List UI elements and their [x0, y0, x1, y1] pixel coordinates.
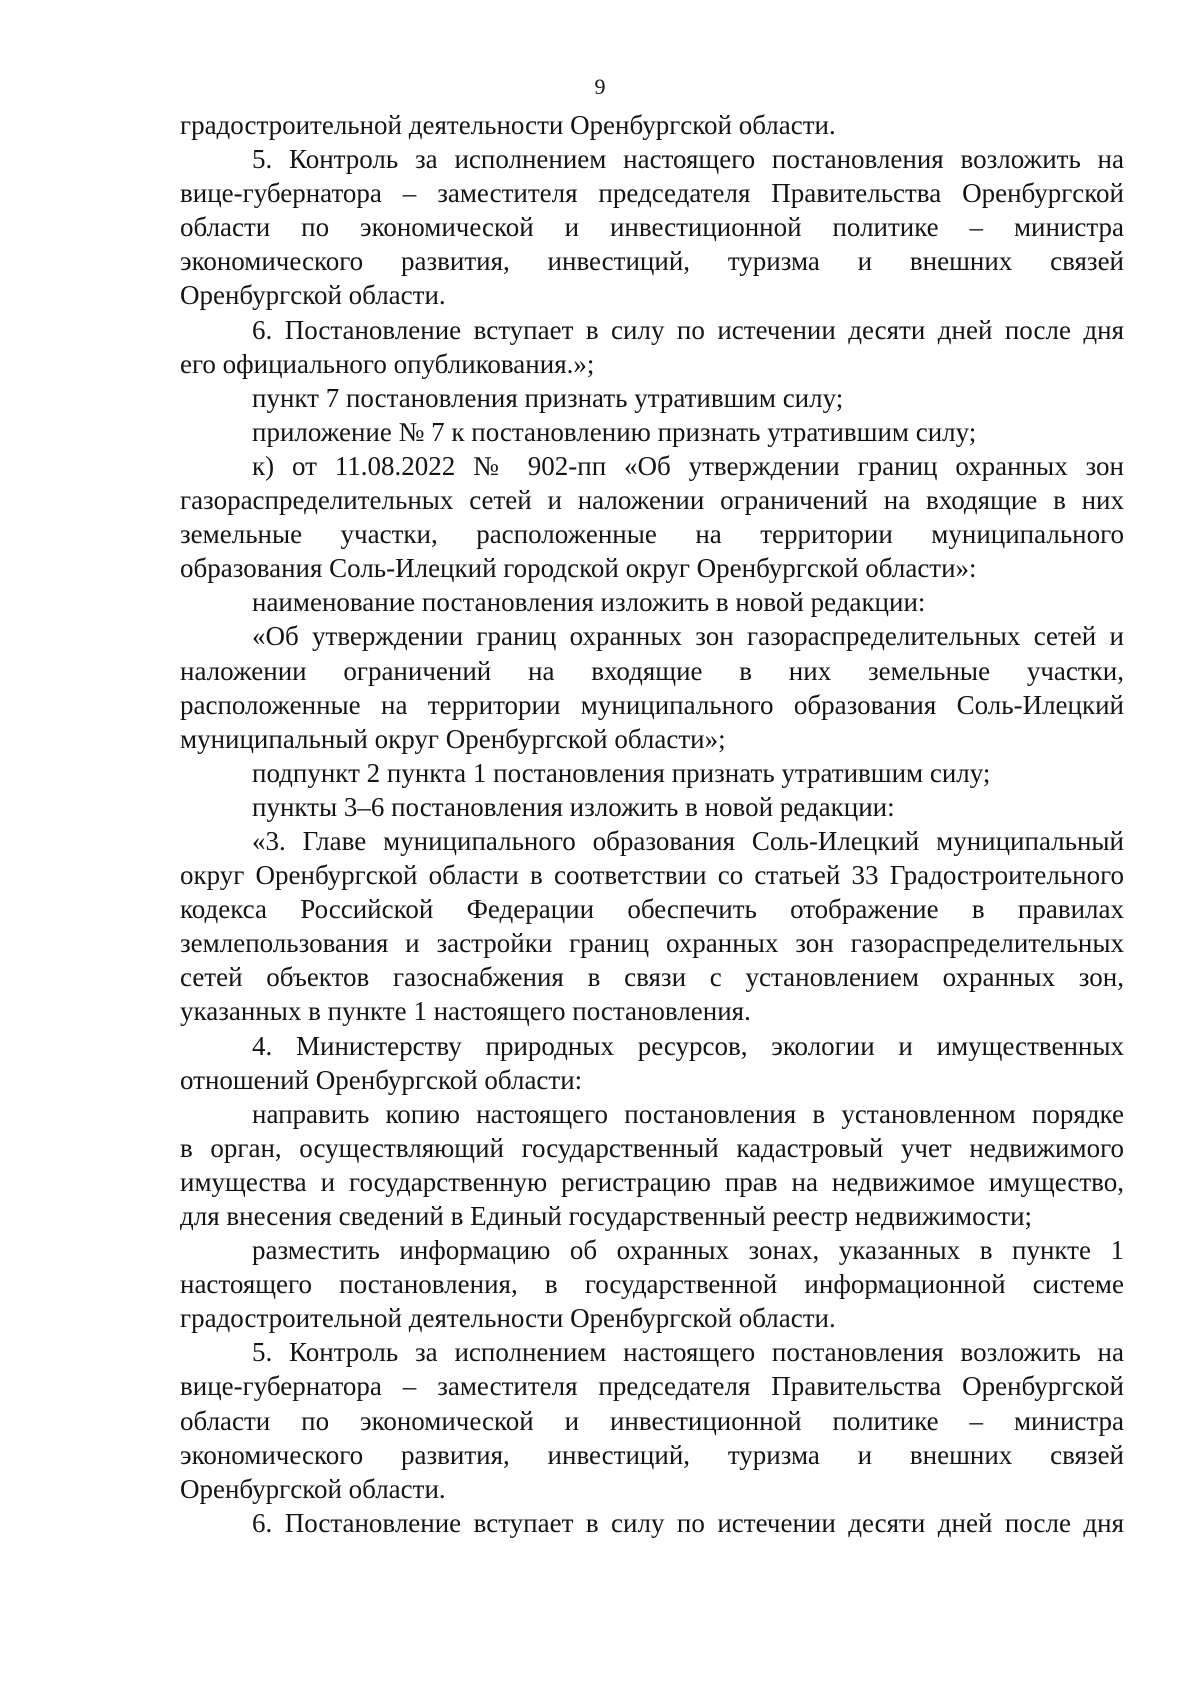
- text-line: градостроительной деятельности Оренбургской области.: [180, 110, 836, 140]
- text-line: земельные участки, расположенные на территории муниципального: [180, 519, 1124, 550]
- text-line: для внесения сведений в Единый государственный реестр недвижимости;: [180, 1201, 1033, 1231]
- text-line: расположенные на территории муниципального образования Соль-Илецкий: [180, 689, 1124, 720]
- text-line: пункты 3–6 постановления изложить в новой редакции:: [252, 791, 895, 822]
- text-line: области по экономической и инвестиционной политике – министра: [180, 212, 1124, 243]
- text-line: наложении ограничений на входящие в них земельные участки,: [180, 655, 1124, 686]
- text-line: в орган, осуществляющий государственный кадастровый учет недвижимого: [180, 1132, 1124, 1163]
- text-line: приложение № 7 к постановлению признать утратившим силу;: [252, 416, 977, 447]
- text-line: сетей объектов газоснабжения в связи с установлением охранных зон,: [180, 962, 1124, 993]
- text-line: газораспределительных сетей и наложении ограничений на входящие в них: [180, 485, 1124, 516]
- text-line: области по экономической и инвестиционной политике – министра: [180, 1405, 1124, 1436]
- text-line: имущества и государственную регистрацию прав на недвижимое имущество,: [180, 1166, 1124, 1197]
- text-line: 6. Постановление вступает в силу по истечении десяти дней после дня: [252, 1507, 1124, 1538]
- text-line: его официального опубликования.»;: [180, 348, 595, 379]
- document-body: [180, 108, 1124, 1540]
- text-line: 5. Контроль за исполнением настоящего постановления возложить на: [252, 144, 1124, 175]
- text-line: «3. Главе муниципального образования Соль-Илецкий муниципальный: [252, 825, 1124, 856]
- text-line: подпункт 2 пункта 1 постановления признать утратившим силу;: [252, 757, 991, 788]
- text-line: экономического развития, инвестиций, туризма и внешних связей: [180, 1439, 1124, 1470]
- text-line: 4. Министерству природных ресурсов, экологии и имущественных: [252, 1030, 1124, 1061]
- text-line: кодекса Российской Федерации обеспечить отображение в правилах: [180, 894, 1124, 925]
- text-line: 5. Контроль за исполнением настоящего постановления возложить на: [252, 1337, 1124, 1368]
- text-line: муниципальный округ Оренбургской области»;: [180, 723, 726, 754]
- text-line: указанных в пункте 1 настоящего постановления.: [180, 996, 751, 1027]
- text-line: «Об утверждении границ охранных зон газораспределительных сетей и: [252, 621, 1124, 652]
- text-line: настоящего постановления, в государственной информационной системе: [180, 1269, 1124, 1300]
- text-line: пункт 7 постановления признать утратившим силу;: [252, 382, 844, 413]
- text-line: к) от 11.08.2022 № 902-пп «Об утверждении границ охранных зон: [252, 450, 1124, 481]
- text-line: 6. Постановление вступает в силу по истечении десяти дней после дня: [252, 314, 1124, 345]
- page-number: 9: [594, 74, 606, 99]
- text-line: градостроительной деятельности Оренбургской области.: [180, 1303, 836, 1334]
- text-line: вице-губернатора – заместителя председателя Правительства Оренбургской: [180, 178, 1124, 209]
- text-line: образования Соль-Илецкий городской округ Оренбургской области»:: [180, 553, 977, 584]
- text-line: землепользования и застройки границ охранных зон газораспределительных: [180, 928, 1124, 959]
- text-line: экономического развития, инвестиций, туризма и внешних связей: [180, 246, 1124, 277]
- text-line: разместить информацию об охранных зонах, указанных в пункте 1: [252, 1235, 1124, 1266]
- text-line: вице-губернатора – заместителя председателя Правительства Оренбургской: [180, 1371, 1124, 1402]
- text-line: отношений Оренбургской области:: [180, 1064, 583, 1095]
- text-line: направить копию настоящего постановления в установленном порядке: [252, 1098, 1124, 1129]
- text-line: Оренбургской области.: [180, 280, 446, 311]
- text-line: Оренбургской области.: [180, 1473, 446, 1504]
- text-line: округ Оренбургской области в соответствии со статьей 33 Градостроительного: [180, 860, 1124, 891]
- text-line: наименование постановления изложить в новой редакции:: [252, 587, 926, 618]
